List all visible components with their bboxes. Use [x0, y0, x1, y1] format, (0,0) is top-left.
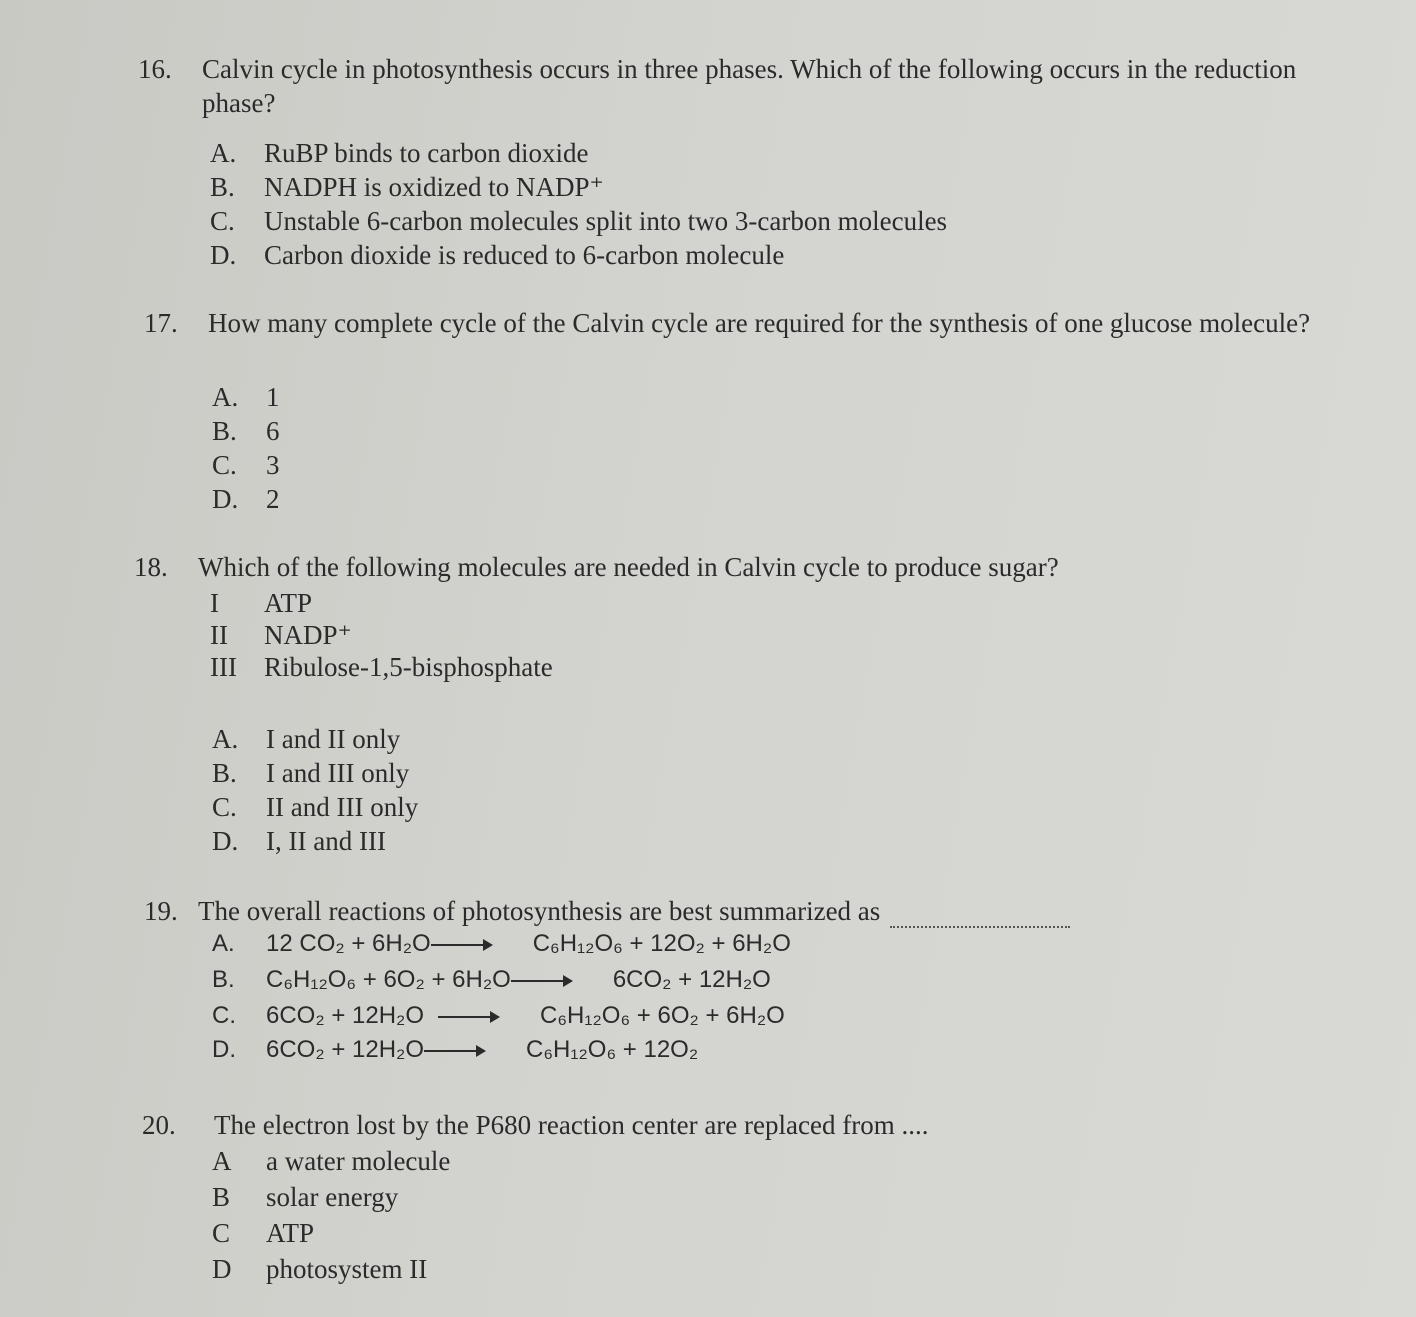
- option-text: 6: [266, 416, 280, 446]
- option-a: [212, 724, 400, 755]
- option-label: B.: [212, 966, 235, 993]
- option-text: photosystem II: [266, 1254, 428, 1284]
- option-label: C.: [212, 1002, 236, 1029]
- option-a: [210, 138, 589, 169]
- option-text: solar energy: [266, 1182, 399, 1212]
- statement-i: [210, 588, 312, 619]
- option-label: C.: [212, 792, 237, 822]
- option-d: [212, 1254, 427, 1285]
- option-b: [212, 758, 409, 789]
- option-text: I and II only: [266, 724, 401, 754]
- option-text: II and III only: [266, 792, 419, 822]
- option-label: D.: [212, 484, 239, 514]
- statement-label: III: [210, 652, 237, 682]
- statement-iii: [210, 652, 553, 683]
- option-b: [212, 966, 771, 994]
- question-number: 19.: [144, 896, 178, 926]
- option-text: I and III only: [266, 758, 410, 788]
- statement-text: ATP: [264, 588, 313, 618]
- option-d: [212, 484, 280, 515]
- option-label: A.: [210, 138, 237, 168]
- option-text: 2: [266, 484, 280, 514]
- statement-label: II: [210, 620, 228, 650]
- equation-right: 6CO₂ + 12H₂O: [612, 966, 771, 993]
- option-c: [212, 450, 280, 481]
- option-b: [212, 416, 280, 447]
- option-label: B: [212, 1182, 231, 1212]
- answer-blank: [890, 906, 1070, 928]
- option-label: D.: [212, 826, 239, 856]
- option-label: A.: [212, 930, 235, 957]
- option-label: A.: [212, 382, 239, 412]
- option-text: NADPH is oxidized to NADP⁺: [264, 172, 604, 202]
- question-number: 16.: [138, 54, 172, 84]
- option-label: C.: [212, 450, 237, 480]
- option-text: 3: [266, 450, 280, 480]
- option-text: Unstable 6-carbon molecules split into two 3-carbon molecules: [264, 206, 948, 236]
- option-label: B.: [210, 172, 235, 202]
- reaction-arrow-icon: [511, 980, 571, 982]
- question-stem-text: The overall reactions of photosynthesis are best summarized as: [198, 896, 881, 926]
- option-label: B.: [212, 758, 237, 788]
- option-text: Carbon dioxide is reduced to 6-carbon molecule: [264, 240, 785, 270]
- question-number: 20.: [142, 1110, 176, 1140]
- option-text: ATP: [266, 1218, 315, 1248]
- option-label: B.: [212, 416, 237, 446]
- option-c: [212, 792, 418, 823]
- question-number: 17.: [144, 308, 178, 338]
- option-c: [212, 1218, 314, 1249]
- option-b: [212, 1182, 398, 1213]
- option-c: [210, 206, 947, 237]
- question-number: 18.: [134, 552, 168, 582]
- option-d: [212, 826, 386, 857]
- question-stem: The electron lost by the P680 reaction center are replaced from ....: [214, 1110, 929, 1140]
- equation-left: 6CO₂ + 12H₂O: [266, 1036, 425, 1063]
- option-label: D.: [210, 240, 237, 270]
- option-label: C: [212, 1218, 231, 1248]
- question-stem: [198, 894, 1318, 928]
- equation-left: C₆H₁₂O₆ + 6O₂ + 6H₂O: [266, 966, 511, 993]
- reaction-arrow-icon: [438, 1016, 498, 1018]
- option-label: A.: [212, 724, 239, 754]
- equation-right: C₆H₁₂O₆ + 12O₂: [526, 1036, 699, 1063]
- option-d: [210, 240, 784, 271]
- option-d: [212, 1036, 698, 1064]
- option-c: [212, 1002, 785, 1030]
- statement-text: NADP⁺: [264, 620, 352, 650]
- equation-left: 12 CO₂ + 6H₂O: [266, 930, 431, 957]
- equation-right: C₆H₁₂O₆ + 12O₂ + 6H₂O: [532, 930, 791, 957]
- option-label: D: [212, 1254, 232, 1284]
- option-b: [210, 172, 604, 203]
- question-stem: Calvin cycle in photosynthesis occurs in three phases. Which of the following occurs in the reduction phase?: [202, 54, 1297, 118]
- equation-right: C₆H₁₂O₆ + 6O₂ + 6H₂O: [540, 1002, 785, 1029]
- statement-label: I: [210, 588, 219, 618]
- option-a: [212, 1146, 450, 1177]
- option-text: I, II and III: [266, 826, 386, 856]
- question-stem: How many complete cycle of the Calvin cycle are required for the synthesis of one glucose molecule?: [208, 308, 1311, 338]
- option-text: a water molecule: [266, 1146, 451, 1176]
- option-label: D.: [212, 1036, 236, 1063]
- equation-left: 6CO₂ + 12H₂O: [266, 1002, 425, 1029]
- option-a: [212, 382, 280, 413]
- statement-ii: [210, 620, 352, 651]
- option-text: 1: [266, 382, 280, 412]
- statement-text: Ribulose-1,5-bisphosphate: [264, 652, 553, 682]
- option-label: A: [212, 1146, 232, 1176]
- option-text: RuBP binds to carbon dioxide: [264, 138, 589, 168]
- option-a: [212, 930, 791, 958]
- reaction-arrow-icon: [431, 944, 491, 946]
- question-stem: Which of the following molecules are needed in Calvin cycle to produce sugar?: [198, 552, 1059, 582]
- reaction-arrow-icon: [424, 1050, 484, 1052]
- option-label: C.: [210, 206, 235, 236]
